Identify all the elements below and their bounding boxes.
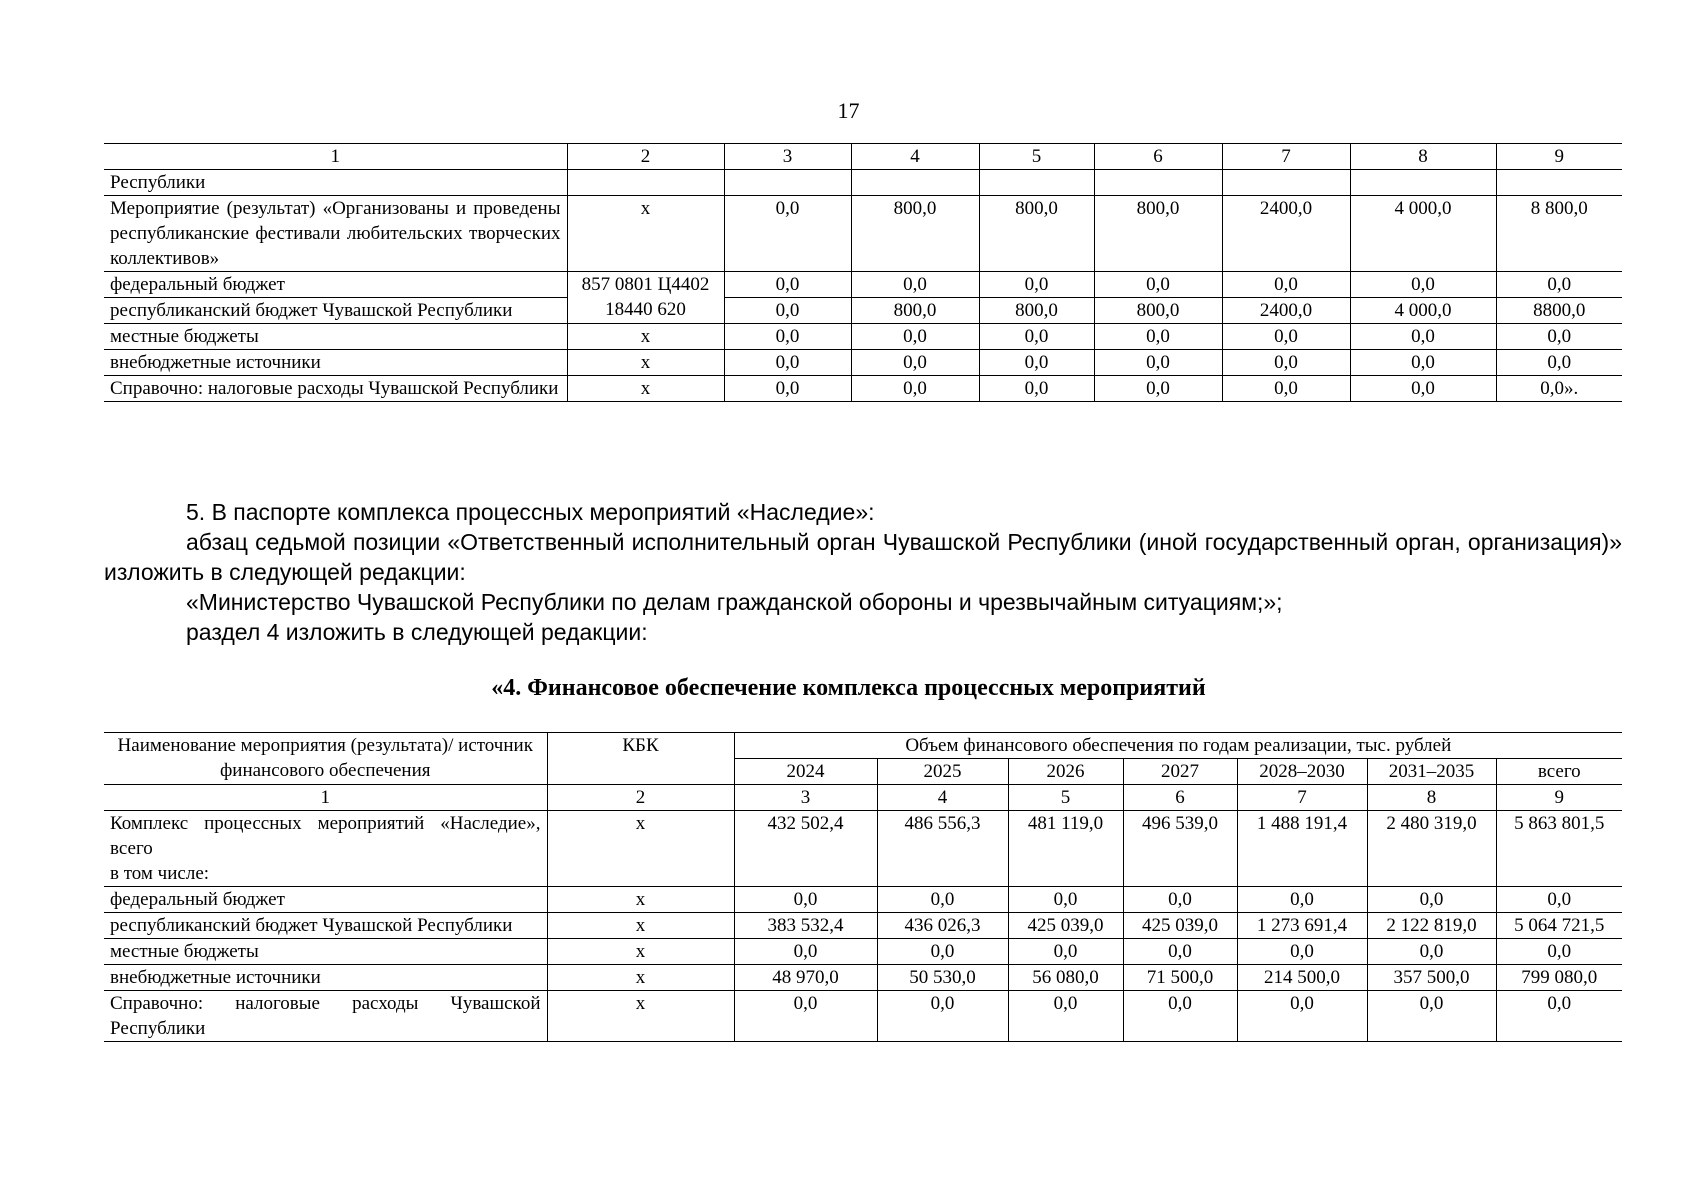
- value-cell: 0,0: [979, 324, 1094, 350]
- column-number-cell: 4: [877, 785, 1008, 811]
- column-number-cell: 7: [1222, 144, 1350, 170]
- value-cell: 0,0: [1237, 939, 1367, 965]
- year-header-cell: всего: [1496, 759, 1622, 785]
- row-name-text: Справочно: налоговые расходы Чувашской Республики: [110, 993, 541, 1039]
- paragraph-item-5: 5. В паспорте комплекса процессных мероприятий «Наследие»:: [186, 499, 875, 525]
- empty-cell: [724, 170, 851, 196]
- value-cell: 800,0: [1094, 196, 1222, 272]
- column-number-cell: 9: [1496, 785, 1622, 811]
- kbk-cell: х: [567, 350, 724, 376]
- header-group-cell: Объем финансового обеспечения по годам реализации, тыс. рублей: [734, 733, 1622, 759]
- table-header-row: [104, 733, 1622, 759]
- row-name-cell: [104, 965, 547, 991]
- kbk-cell: х: [547, 991, 734, 1042]
- value-cell: 0,0: [1008, 939, 1123, 965]
- value-cell: 214 500,0: [1237, 965, 1367, 991]
- year-header-cell: 2026: [1008, 759, 1123, 785]
- table-row: [104, 965, 1622, 991]
- value-cell: 481 119,0: [1008, 811, 1123, 887]
- value-cell: 1 488 191,4: [1237, 811, 1367, 887]
- value-cell: 383 532,4: [734, 913, 877, 939]
- value-cell: 0,0: [851, 324, 979, 350]
- table-row: [104, 324, 1622, 350]
- column-number-cell: 5: [1008, 785, 1123, 811]
- empty-cell: [1496, 170, 1622, 196]
- value-cell: 0,0: [724, 272, 851, 298]
- value-cell: 0,0: [734, 887, 877, 913]
- value-cell: 0,0: [724, 196, 851, 272]
- column-number-cell: 2: [567, 144, 724, 170]
- column-number-cell: 6: [1123, 785, 1237, 811]
- value-cell: 0,0: [1094, 272, 1222, 298]
- value-cell: 5 064 721,5: [1496, 913, 1622, 939]
- row-name-cell: местные бюджеты: [104, 324, 567, 350]
- row-name-text: внебюджетные источники: [110, 967, 321, 988]
- value-cell: 0,0: [877, 887, 1008, 913]
- row-name-text: республиканский бюджет Чувашской Республики: [110, 915, 513, 936]
- column-number-cell: 1: [104, 144, 567, 170]
- value-cell: 0,0: [1123, 991, 1237, 1042]
- value-cell: 0,0: [1496, 324, 1622, 350]
- value-cell: 0,0: [1094, 350, 1222, 376]
- value-cell: 5 863 801,5: [1496, 811, 1622, 887]
- value-cell: 0,0: [1350, 376, 1496, 402]
- table-row: [104, 350, 1622, 376]
- value-cell: 496 539,0: [1123, 811, 1237, 887]
- financing-table-heritage: [104, 732, 1622, 1042]
- empty-cell: [1094, 170, 1222, 196]
- value-cell: 4 000,0: [1350, 196, 1496, 272]
- value-cell: 0,0: [1350, 324, 1496, 350]
- value-cell: 800,0: [979, 196, 1094, 272]
- row-name-cell: Справочно: налоговые расходы Чувашской Республики: [104, 376, 567, 402]
- empty-cell: [979, 170, 1094, 196]
- value-cell: 425 039,0: [1123, 913, 1237, 939]
- value-cell: 0,0: [1496, 887, 1622, 913]
- value-cell: 0,0: [979, 350, 1094, 376]
- value-cell: 0,0: [1367, 991, 1496, 1042]
- year-header-cell: 2027: [1123, 759, 1237, 785]
- value-cell: 0,0: [1222, 272, 1350, 298]
- row-name-cell: [104, 913, 547, 939]
- value-cell: 0,0: [979, 272, 1094, 298]
- table-row: [104, 376, 1622, 402]
- value-cell: 4 000,0: [1350, 298, 1496, 324]
- value-cell: 0,0: [1123, 887, 1237, 913]
- row-name-cell: Мероприятие (результат) «Организованы и проведены республиканские фестивали любительских творческих коллективов»: [104, 196, 567, 272]
- row-name-cell: республиканский бюджет Чувашской Республики: [104, 298, 567, 324]
- row-name-cell: [104, 991, 547, 1042]
- kbk-cell: 857 0801 Ц440218440 620: [567, 272, 724, 324]
- kbk-cell: х: [567, 376, 724, 402]
- column-number-cell: 3: [724, 144, 851, 170]
- value-cell: 0,0: [734, 991, 877, 1042]
- value-cell: 800,0: [1094, 298, 1222, 324]
- value-cell: 0,0: [1367, 939, 1496, 965]
- value-cell: 0,0: [1008, 887, 1123, 913]
- table-header-row: [104, 144, 1622, 170]
- value-cell: 0,0: [724, 324, 851, 350]
- column-number-cell: 8: [1350, 144, 1496, 170]
- value-cell: 0,0: [1237, 991, 1367, 1042]
- row-name-cell: Республики: [104, 170, 567, 196]
- value-cell: 8 800,0: [1496, 196, 1622, 272]
- row-name-text: федеральный бюджет: [110, 889, 285, 910]
- column-number-cell: 9: [1496, 144, 1622, 170]
- row-name-cell: [104, 811, 547, 887]
- value-cell: 0,0: [1222, 350, 1350, 376]
- empty-cell: [567, 170, 724, 196]
- table-row: [104, 913, 1622, 939]
- section-heading: «4. Финансовое обеспечение комплекса процессных мероприятий: [491, 675, 1206, 701]
- value-cell: 0,0: [734, 939, 877, 965]
- value-cell: 0,0: [877, 939, 1008, 965]
- value-cell: 800,0: [851, 196, 979, 272]
- page-number: 17: [837, 98, 860, 123]
- paragraph-section-4: раздел 4 изложить в следующей редакции:: [186, 619, 648, 645]
- value-cell: 432 502,4: [734, 811, 877, 887]
- value-cell: 1 273 691,4: [1237, 913, 1367, 939]
- value-cell: 0,0: [851, 272, 979, 298]
- header-name-cell: Наименование мероприятия (результата)/ источник финансового обеспечения: [104, 733, 547, 785]
- row-name-text: местные бюджеты: [110, 941, 259, 962]
- table-row: [104, 196, 1622, 272]
- column-number-cell: 6: [1094, 144, 1222, 170]
- value-cell: 2400,0: [1222, 196, 1350, 272]
- kbk-cell: х: [567, 196, 724, 272]
- row-name-cell: федеральный бюджет: [104, 272, 567, 298]
- row-subtext: в том числе:: [110, 863, 210, 884]
- value-cell: 799 080,0: [1496, 965, 1622, 991]
- value-cell: 486 556,3: [877, 811, 1008, 887]
- kbk-cell: х: [547, 965, 734, 991]
- value-cell: 0,0: [1123, 939, 1237, 965]
- value-cell: 56 080,0: [1008, 965, 1123, 991]
- value-cell: 50 530,0: [877, 965, 1008, 991]
- table-row: [104, 811, 1622, 887]
- value-cell: 48 970,0: [734, 965, 877, 991]
- empty-cell: [1222, 170, 1350, 196]
- row-name-cell: [104, 887, 547, 913]
- kbk-cell: х: [547, 887, 734, 913]
- value-cell: 0,0: [1496, 939, 1622, 965]
- column-number-cell: 8: [1367, 785, 1496, 811]
- value-cell: 0,0».: [1496, 376, 1622, 402]
- value-cell: 0,0: [1350, 350, 1496, 376]
- table-row: [104, 298, 1622, 324]
- value-cell: 0,0: [1496, 272, 1622, 298]
- table-row: [104, 991, 1622, 1042]
- row-name-cell: [104, 939, 547, 965]
- year-header-cell: 2024: [734, 759, 877, 785]
- value-cell: 0,0: [851, 350, 979, 376]
- table-row: [104, 272, 1622, 298]
- year-header-cell: 2028–2030: [1237, 759, 1367, 785]
- row-name-cell: внебюджетные источники: [104, 350, 567, 376]
- kbk-cell: х: [547, 939, 734, 965]
- value-cell: 0,0: [724, 350, 851, 376]
- value-cell: 0,0: [1350, 272, 1496, 298]
- column-number-cell: 4: [851, 144, 979, 170]
- value-cell: 0,0: [1094, 324, 1222, 350]
- table-row: [104, 939, 1622, 965]
- empty-cell: [851, 170, 979, 196]
- value-cell: 0,0: [1496, 350, 1622, 376]
- column-number-cell: 5: [979, 144, 1094, 170]
- value-cell: 2 122 819,0: [1367, 913, 1496, 939]
- value-cell: 800,0: [851, 298, 979, 324]
- value-cell: 0,0: [979, 376, 1094, 402]
- table-row: [104, 887, 1622, 913]
- value-cell: 0,0: [877, 991, 1008, 1042]
- column-number-cell: 3: [734, 785, 877, 811]
- value-cell: 800,0: [979, 298, 1094, 324]
- value-cell: 0,0: [851, 376, 979, 402]
- value-cell: 71 500,0: [1123, 965, 1237, 991]
- value-cell: 0,0: [724, 298, 851, 324]
- value-cell: 357 500,0: [1367, 965, 1496, 991]
- column-number-cell: 7: [1237, 785, 1367, 811]
- table-row: [104, 170, 1622, 196]
- value-cell: 0,0: [1008, 991, 1123, 1042]
- value-cell: 2400,0: [1222, 298, 1350, 324]
- column-number-cell: 2: [547, 785, 734, 811]
- year-header-cell: 2025: [877, 759, 1008, 785]
- value-cell: 0,0: [1094, 376, 1222, 402]
- kbk-cell: х: [547, 913, 734, 939]
- paragraph-abzac: абзац седьмой позиции «Ответственный исполнительный орган Чувашской Республики (иной государственный орган, организация)» изложить в следующей редакции:: [104, 529, 1622, 585]
- value-cell: 2 480 319,0: [1367, 811, 1496, 887]
- value-cell: 0,0: [1367, 887, 1496, 913]
- year-header-cell: 2031–2035: [1367, 759, 1496, 785]
- value-cell: 0,0: [724, 376, 851, 402]
- row-name-text: Комплекс процессных мероприятий «Наследие», всего: [110, 813, 541, 859]
- value-cell: 0,0: [1222, 324, 1350, 350]
- value-cell: 436 026,3: [877, 913, 1008, 939]
- kbk-cell: х: [547, 811, 734, 887]
- value-cell: 0,0: [1222, 376, 1350, 402]
- value-cell: 0,0: [1237, 887, 1367, 913]
- value-cell: 425 039,0: [1008, 913, 1123, 939]
- empty-cell: [1350, 170, 1496, 196]
- financing-table-continuation: [104, 143, 1622, 402]
- paragraph-ministry: «Министерство Чувашской Республики по делам гражданской обороны и чрезвычайным ситуациям;»;: [186, 589, 1283, 615]
- value-cell: 8800,0: [1496, 298, 1622, 324]
- header-kbk-cell: КБК: [547, 733, 734, 785]
- column-number-cell: 1: [104, 785, 547, 811]
- table-header-row: [104, 785, 1622, 811]
- kbk-cell: х: [567, 324, 724, 350]
- value-cell: 0,0: [1496, 991, 1622, 1042]
